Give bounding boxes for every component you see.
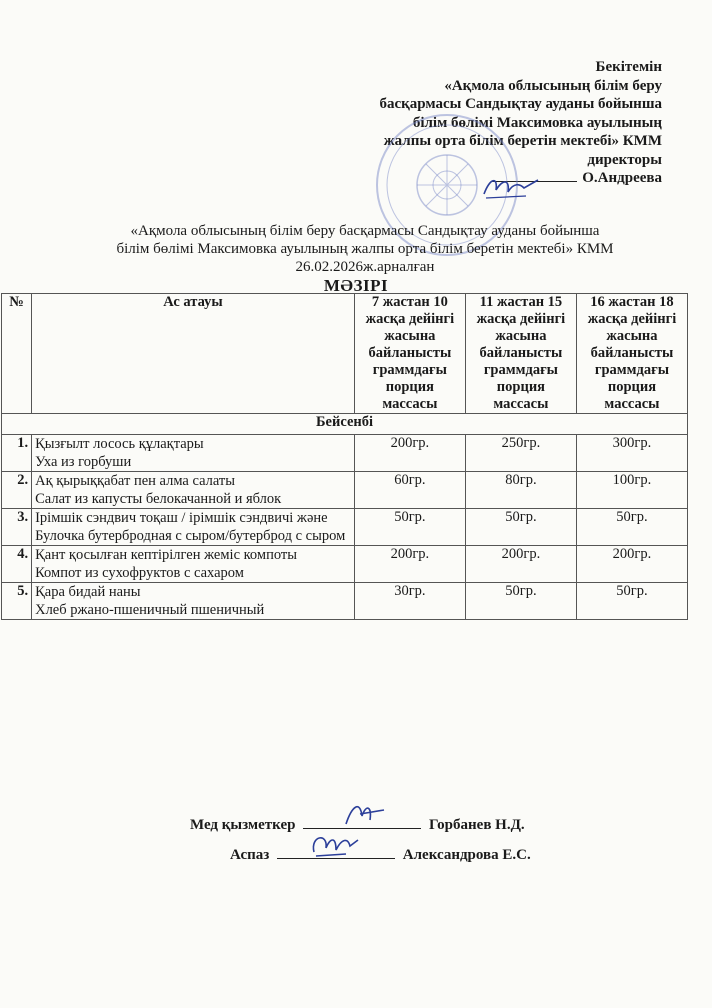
dish-name-kz: Қант қосылған кептірілген жеміс компоты — [35, 547, 297, 563]
dish-name — [32, 472, 355, 509]
portion-16-18: 50гр. — [576, 509, 687, 546]
day-row — [2, 414, 688, 435]
col-header-age-11-15: 11 жастан 15 жасқа дейінгі жасына байланысты граммдағы порция массасы — [465, 294, 576, 414]
row-number: 1. — [2, 435, 32, 472]
dish-name-kz: Қызғылт лосось құлақтары — [35, 436, 204, 452]
dish-name — [32, 509, 355, 546]
portion-7-10: 200гр. — [354, 546, 465, 583]
portion-7-10: 60гр. — [354, 472, 465, 509]
dish-name-ru: Уха из горбуши — [35, 454, 132, 470]
approval-line: Бекітемін — [595, 59, 662, 75]
dish-name — [32, 435, 355, 472]
portion-7-10: 50гр. — [354, 509, 465, 546]
col-header-age-7-10: 7 жастан 10 жасқа дейінгі жасына байланысты граммдағы порция массасы — [354, 294, 465, 414]
dish-name-ru: Компот из сухофруктов с сахаром — [35, 565, 244, 581]
medic-signature-icon — [340, 796, 390, 830]
cook-signature-icon — [306, 826, 362, 862]
col-header-num: № — [2, 294, 32, 414]
dish-name-kz: Қара бидай наны — [35, 584, 141, 600]
dish-name-kz: Ақ қырыққабат пен алма салаты — [35, 473, 236, 489]
portion-11-15: 200гр. — [465, 546, 576, 583]
approval-line: жалпы орта білім беретін мектебі» КММ — [383, 133, 662, 149]
menu-table — [1, 293, 688, 620]
table-row — [2, 472, 688, 509]
dish-name-ru: Салат из капусты белокачанной и яблок — [35, 491, 282, 507]
medic-label: Мед қызметкер — [190, 817, 296, 833]
approval-line: басқармасы Сандықтау ауданы бойынша — [379, 96, 662, 112]
director-name: О.Андреева — [582, 170, 662, 186]
portion-7-10: 30гр. — [354, 583, 465, 620]
portion-11-15: 250гр. — [465, 435, 576, 472]
dish-name — [32, 546, 355, 583]
document-intro — [60, 222, 670, 276]
table-row — [2, 583, 688, 620]
page-title: МӘЗІРІ — [323, 276, 389, 295]
dish-name-ru: Хлеб ржано-пшеничный пшеничный — [35, 602, 265, 618]
dish-name-kz: Ірімшік сэндвич тоқаш / ірімшік сэндвичі және — [35, 510, 328, 526]
dish-name-ru: Булочка бутербродная с сыром/бутерброд с сыром — [35, 528, 346, 544]
medic-name: Горбанев Н.Д. — [428, 817, 525, 833]
approval-line: директоры — [587, 151, 662, 168]
portion-16-18: 300гр. — [576, 435, 687, 472]
director-signature-icon — [480, 172, 544, 202]
intro-date: 26.02.2026ж.арналған — [295, 259, 435, 275]
portion-16-18: 100гр. — [576, 472, 687, 509]
col-header-age-16-18: 16 жастан 18 жасқа дейінгі жасына байланысты граммдағы порция массасы — [576, 294, 687, 414]
portion-11-15: 50гр. — [465, 509, 576, 546]
intro-line: білім бөлімі Максимовка ауылының жалпы орта білім беретін мектебі» КММ — [116, 241, 614, 257]
cook-name: Александрова Е.С. — [402, 847, 531, 863]
portion-16-18: 200гр. — [576, 546, 687, 583]
cook-label: Аспаз — [230, 847, 270, 863]
col-header-name: Ас атауы — [32, 294, 355, 414]
table-row — [2, 546, 688, 583]
row-number: 5. — [2, 583, 32, 620]
approval-line: «Ақмола облысының білім беру — [444, 77, 662, 94]
row-number: 4. — [2, 546, 32, 583]
row-number: 2. — [2, 472, 32, 509]
dish-name — [32, 583, 355, 620]
table-row — [2, 509, 688, 546]
table-header-row — [2, 294, 688, 414]
approval-line: білім бөлімі Максимовка ауылының — [412, 114, 662, 131]
day-label: Бейсенбі — [2, 414, 688, 435]
portion-11-15: 50гр. — [465, 583, 576, 620]
intro-line: «Ақмола облысының білім беру басқармасы Сандықтау ауданы бойынша — [130, 223, 600, 239]
portion-7-10: 200гр. — [354, 435, 465, 472]
row-number: 3. — [2, 509, 32, 546]
portion-16-18: 50гр. — [576, 583, 687, 620]
cook-signoff — [230, 844, 531, 864]
table-row — [2, 435, 688, 472]
portion-11-15: 80гр. — [465, 472, 576, 509]
